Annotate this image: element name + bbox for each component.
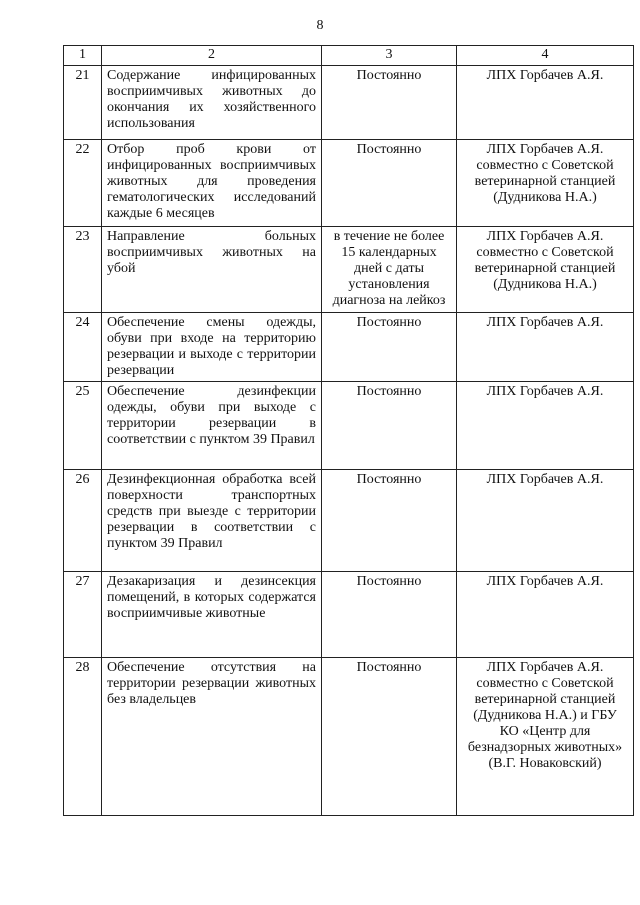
- header-col-4: 4: [457, 46, 634, 66]
- row-action: Дезакаризация и дезинсекция помещений, в которых содержатся восприимчивые животные: [102, 572, 322, 658]
- header-col-2: 2: [102, 46, 322, 66]
- row-action: Обеспечение дезинфекции одежды, обуви при выходе с территории резервации в соответствии с пунктом 39 Правил: [102, 382, 322, 470]
- measures-table: [63, 45, 634, 816]
- table-row: [64, 470, 634, 572]
- row-term: в течение не более 15 календарных дней с даты установления диагноза на лейкоз: [322, 227, 457, 313]
- row-responsible: ЛПХ Горбачев А.Я. совместно с Советской ветеринарной станцией (Дудникова Н.А.) и ГБУ КО «Центр для безнадзорных животных» (В.Г. Новаковский): [457, 658, 634, 816]
- row-number: 24: [64, 313, 102, 382]
- row-term: Постоянно: [322, 140, 457, 227]
- table-row: [64, 572, 634, 658]
- table-header-row: [64, 46, 634, 66]
- row-action: Дезинфекционная обработка всей поверхности транспортных средств при выезде с территории резервации в соответствии с пунктом 39 Правил: [102, 470, 322, 572]
- row-term: Постоянно: [322, 572, 457, 658]
- row-number: 28: [64, 658, 102, 816]
- page-number: 8: [316, 18, 324, 33]
- table-row: [64, 313, 634, 382]
- row-responsible: ЛПХ Горбачев А.Я.: [457, 470, 634, 572]
- row-number: 21: [64, 66, 102, 140]
- row-action: Обеспечение смены одежды, обуви при входе на территорию резервации и выходе с территории резервации: [102, 313, 322, 382]
- table-row: [64, 658, 634, 816]
- row-responsible: ЛПХ Горбачев А.Я.: [457, 313, 634, 382]
- row-term: Постоянно: [322, 382, 457, 470]
- table-row: [64, 140, 634, 227]
- row-responsible: ЛПХ Горбачев А.Я.: [457, 66, 634, 140]
- row-term: Постоянно: [322, 658, 457, 816]
- row-action: Направление больных восприимчивых животных на убой: [102, 227, 322, 313]
- row-number: 22: [64, 140, 102, 227]
- row-number: 26: [64, 470, 102, 572]
- row-action: Содержание инфицированных восприимчивых животных до окончания их хозяйственного использования: [102, 66, 322, 140]
- row-number: 27: [64, 572, 102, 658]
- header-col-1: 1: [64, 46, 102, 66]
- row-term: Постоянно: [322, 470, 457, 572]
- row-action: Обеспечение отсутствия на территории резервации животных без владельцев: [102, 658, 322, 816]
- row-responsible: ЛПХ Горбачев А.Я. совместно с Советской ветеринарной станцией (Дудникова Н.А.): [457, 227, 634, 313]
- row-action: Отбор проб крови от инфицированных восприимчивых животных для проведения гематологических исследований каждые 6 месяцев: [102, 140, 322, 227]
- row-number: 25: [64, 382, 102, 470]
- header-col-3: 3: [322, 46, 457, 66]
- row-responsible: ЛПХ Горбачев А.Я.: [457, 572, 634, 658]
- row-responsible: ЛПХ Горбачев А.Я. совместно с Советской ветеринарной станцией (Дудникова Н.А.): [457, 140, 634, 227]
- table-row: [64, 227, 634, 313]
- table-row: [64, 66, 634, 140]
- row-responsible: ЛПХ Горбачев А.Я.: [457, 382, 634, 470]
- row-number: 23: [64, 227, 102, 313]
- table-row: [64, 382, 634, 470]
- row-term: Постоянно: [322, 66, 457, 140]
- row-term: Постоянно: [322, 313, 457, 382]
